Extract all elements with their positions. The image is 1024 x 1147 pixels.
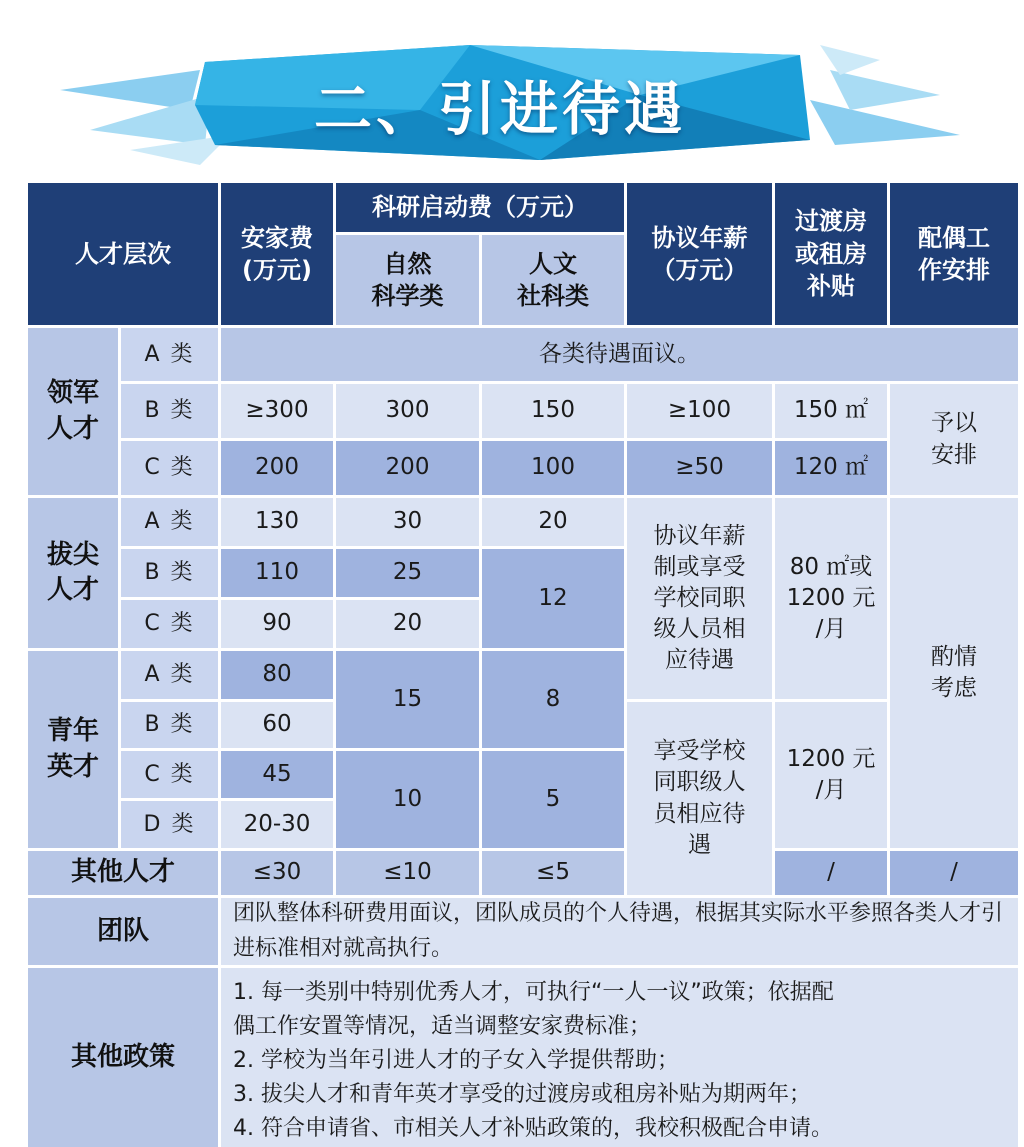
topnotch-b-label: B 类 [121,549,218,597]
topnotch-b-settle: 110 [221,549,333,597]
policy-line: 4. 符合申请省、市相关人才补贴政策的，我校积极配合申请。 [233,1116,833,1142]
youth-d-label: D 类 [121,801,218,848]
leading-c-settle: 200 [221,441,333,495]
youth-b-label: B 类 [121,702,218,748]
topnotch-a-label: A 类 [121,498,218,546]
header-level: 人才层次 [28,183,218,325]
youth-a-label: A 类 [121,651,218,699]
team-text: 团队整体科研费用面议，团队成员的个人待遇，根据其实际水平参照各类人才引进标准相对就高执行。 [221,898,1018,965]
others-housing: / [775,851,887,895]
group-policy: 其他政策 [28,968,218,1147]
youth-housing: 1200 元 /月 [775,702,887,848]
header-humanities: 人文 社科类 [482,235,624,325]
leading-b-natural: 300 [336,384,479,438]
policy-line: 2. 学校为当年引进人才的子女入学提供帮助； [233,1048,679,1074]
youth-spouse: 酌情 考虑 [890,498,1018,848]
others-humanities: ≤5 [482,851,624,895]
policy-line: 1. 每一类别中特别优秀人才，可执行“一人一议”政策；依据配 [233,980,834,1005]
leading-a-text: 各类待遇面议。 [221,328,1018,381]
policy-line: 3. 拔尖人才和青年英才享受的过渡房或租房补贴为期两年； [233,1082,811,1108]
topnotch-c-natural: 20 [336,600,479,648]
youth-salary: 享受学校 同职级人 员相应待 遇 [627,702,772,895]
header-housing: 过渡房 或租房 补贴 [775,183,887,325]
title-banner [0,0,1024,180]
topnotch-c-settle: 90 [221,600,333,648]
leading-b-humanities: 150 [482,384,624,438]
group-leading: 领军 人才 [28,328,118,495]
header-natural: 自然 科学类 [336,235,479,325]
youth-cd-humanities: 5 [482,751,624,848]
others-settle: ≤30 [221,851,333,895]
youth-a-settle: 80 [221,651,333,699]
youth-c-settle: 45 [221,751,333,798]
group-youth: 青年 英才 [28,651,118,848]
leading-b-settle: ≥300 [221,384,333,438]
youth-c-label: C 类 [121,751,218,798]
others-natural: ≤10 [336,851,479,895]
topnotch-b-natural: 25 [336,549,479,597]
topnotch-housing: 80 ㎡或 1200 元 /月 [775,498,887,699]
leading-c-housing: 120 ㎡ [775,441,887,495]
youth-cd-natural: 10 [336,751,479,848]
page-title: 二、引进待遇 [313,75,686,143]
leading-c-natural: 200 [336,441,479,495]
policy-list [221,968,1018,1147]
header-research: 科研启动费（万元） [336,183,624,232]
header-spouse: 配偶工 作安排 [890,183,1018,325]
leading-c-humanities: 100 [482,441,624,495]
topnotch-c-label: C 类 [121,600,218,648]
leading-a-label: A 类 [121,328,218,381]
topnotch-bc-humanities: 12 [482,549,624,648]
leading-spouse: 予以 安排 [890,384,1018,495]
leading-c-label: C 类 [121,441,218,495]
topnotch-a-humanities: 20 [482,498,624,546]
leading-c-salary: ≥50 [627,441,772,495]
leading-b-salary: ≥100 [627,384,772,438]
leading-b-label: B 类 [121,384,218,438]
topnotch-a-settle: 130 [221,498,333,546]
header-settle: 安家费 (万元) [221,183,333,325]
group-topnotch: 拔尖 人才 [28,498,118,648]
benefits-table [28,183,1004,1142]
youth-ab-natural: 15 [336,651,479,748]
youth-ab-humanities: 8 [482,651,624,748]
group-team: 团队 [28,898,218,965]
policy-line: 偶工作安置等情况，适当调整安家费标准； [233,1014,652,1040]
topnotch-salary: 协议年薪 制或享受 学校同职 级人员相 应待遇 [627,498,772,699]
group-others: 其他人才 [28,851,218,895]
header-salary: 协议年薪 （万元） [627,183,772,325]
others-spouse: / [890,851,1018,895]
topnotch-a-natural: 30 [336,498,479,546]
youth-b-settle: 60 [221,702,333,748]
leading-b-housing: 150 ㎡ [775,384,887,438]
youth-d-settle: 20-30 [221,801,333,848]
